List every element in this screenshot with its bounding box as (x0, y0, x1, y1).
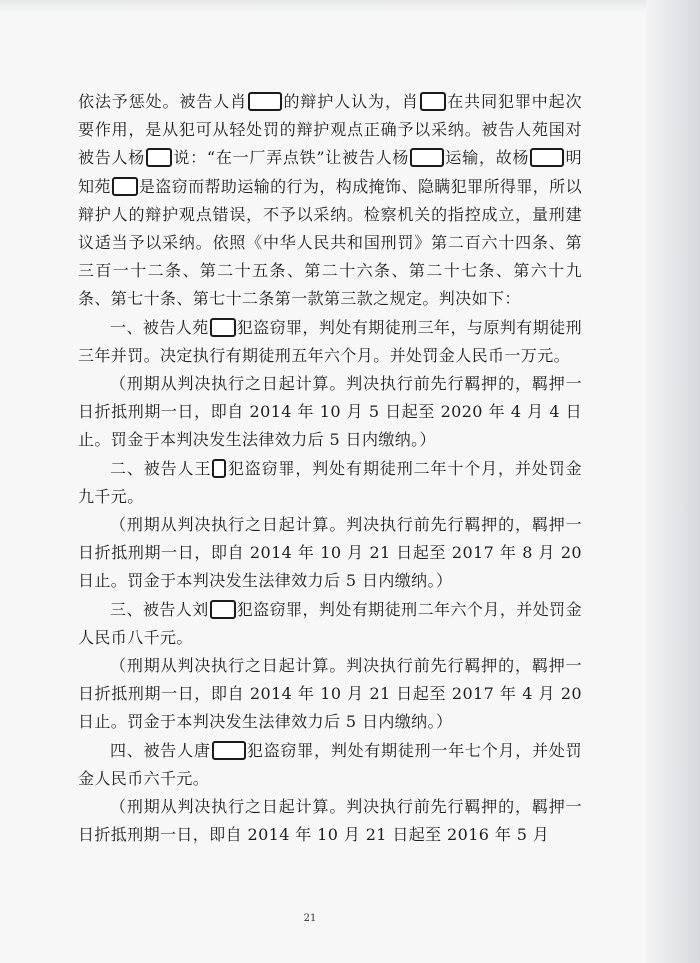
scan-top-shadow (0, 0, 700, 12)
paragraph-p5 (78, 511, 582, 596)
redaction-box (530, 148, 564, 167)
redaction-box (146, 148, 172, 167)
paragraph-text: 犯盗窃罪，判处有期徒刑一年七个月，并处罚金人民币六千元。 (78, 740, 582, 788)
paragraph-text: （刑期从判决执行之日起计算。判决执行前先行羁押的，羁押一日折抵刑期一日，即自 2014 年 10 月 21 日起至 2016 年 5 月 (78, 797, 582, 845)
paragraph-text: 一、被告人苑 (110, 317, 209, 337)
redaction-box (248, 92, 282, 111)
paragraph-p1 (78, 88, 582, 314)
paragraph-text: 运输，故杨 (445, 148, 530, 168)
redaction-box (410, 148, 444, 167)
redaction-box (112, 177, 138, 196)
paragraph-text: 三、被告人刘 (110, 599, 209, 619)
paragraph-text: 在共同犯罪中起次要作用，是从犯可从轻处罚的辩护观点正确予以采纳。被告人苑国对被告人杨 (78, 92, 582, 168)
paragraph-text: 是盗窃而帮助运输的行为，构成掩饰、隐瞒犯罪所得罪，所以辩护人的辩护观点错误，不予以采纳。检察机关的指控成立，量刑建议适当予以采纳。依照《中华人民共和国刑罚》第二百六十四条、第三百一十二条、第二十五条、第二十六条、第二十七条、第六十九条、第七十条、第七十二条第一款第三款之规定。判决如下： (78, 176, 582, 309)
paragraph-text: 说：“在一厂弄点铁”让被告人杨 (173, 148, 410, 168)
paragraph-text: 的辩护人认为，肖 (283, 92, 419, 111)
redaction-box (420, 92, 446, 111)
paragraph-text: （刑期从判决执行之日起计算。判决执行前先行羁押的，羁押一日折抵刑期一日，即自 2014 年 10 月 21 日起至 2017 年 4 月 20 日止。罚金于本判决发生法律效力后 5 日内缴纳。） (78, 656, 582, 732)
paragraph-text: 明知苑 (78, 148, 582, 196)
paragraph-p8 (78, 737, 582, 793)
paragraph-p2 (78, 314, 582, 370)
paragraph-text: 犯盗窃罪，判处有期徒刑二年六个月，并处罚金人民币八千元。 (78, 599, 582, 647)
paragraph-p7 (78, 652, 582, 737)
scan-right-edge (646, 0, 700, 963)
redaction-box (210, 600, 236, 619)
redaction-box (212, 459, 226, 478)
paragraph-p4 (78, 455, 582, 511)
redaction-box (210, 318, 236, 337)
paragraph-text: 依法予惩处。被告人肖 (78, 92, 248, 111)
paragraph-text: 犯盗窃罪，判处有期徒刑二年十个月，并处罚金九千元。 (78, 458, 583, 506)
paragraph-text: （刑期从判决执行之日起计算。判决执行前先行羁押的，羁押一日折抵刑期一日，即自 2014 年 10 月 5 日起至 2020 年 4 月 4 日止。罚金于本判决发生法律效力后 5 日内缴纳。） (78, 374, 582, 450)
paragraph-text: （刑期从判决执行之日起计算。判决执行前先行羁押的，羁押一日折抵刑期一日，即自 2014 年 10 月 21 日起至 2017 年 8 月 20 日止。罚金于本判决发生法律效力后 5 日内缴纳。） (78, 515, 582, 591)
paragraph-text: 犯盗窃罪，判处有期徒刑三年，与原判有期徒刑三年并罚。决定执行有期徒刑五年六个月。并处罚金人民币一万元。 (78, 317, 582, 365)
paragraph-p6 (78, 596, 582, 652)
paragraph-p3 (78, 370, 582, 455)
paragraph-text: 二、被告人王 (110, 458, 212, 478)
redaction-box (212, 741, 246, 760)
document-body (78, 88, 582, 849)
page-number: 21 (303, 913, 317, 924)
paragraph-p9 (78, 793, 582, 849)
paragraph-text: 四、被告人唐 (110, 740, 211, 760)
